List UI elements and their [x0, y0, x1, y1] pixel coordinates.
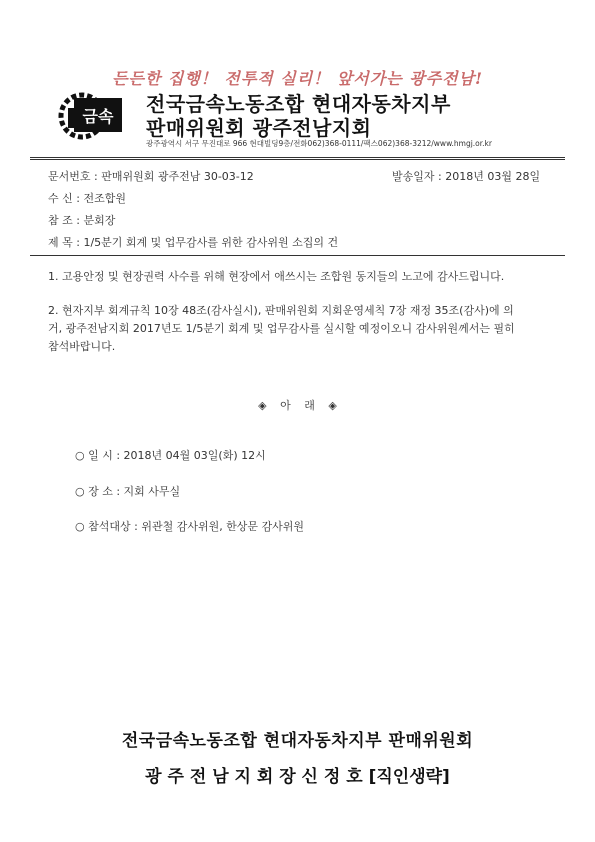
paragraph-2-line2: 거, 광주전남지회 2017년도 1/5분기 회계 및 업무감사를 실시할 예정이오니 감사위원께서는 필히	[48, 322, 515, 335]
place-label: ○ 장 소 :	[75, 485, 121, 498]
paragraph-2-line3: 참석바랍니다.	[48, 340, 116, 353]
subject-row	[48, 234, 338, 250]
attendees-label: ○ 참석대상 :	[75, 520, 138, 533]
slogan: 든든한 집행！ 전투적 실리！ 앞서가는 광주전남!	[111, 69, 484, 88]
send-date: 2018년 03월 28일	[445, 170, 541, 183]
reference-row	[48, 212, 115, 228]
date-label: ○ 일 시 :	[75, 449, 121, 462]
doc-number-label: 문서번호 :	[48, 170, 98, 183]
union-logo	[58, 86, 126, 146]
recipient-row	[48, 190, 126, 206]
subject: 1/5분기 회계 및 업무감사를 위한 감사위원 소집의 건	[83, 236, 339, 249]
send-date-label: 발송일자 :	[392, 170, 442, 183]
paragraph-2	[48, 302, 558, 356]
date-item	[75, 447, 266, 463]
signature-org: 전국금속노동조합 현대자동차지부 판매위원회	[121, 731, 474, 751]
signature-name: 광 주 전 남 지 회 장 신 정 호 [직인생략]	[145, 767, 450, 787]
reference: 분회장	[83, 214, 116, 227]
attendees-value: 위관철 감사위원, 한상문 감사위원	[141, 520, 305, 533]
doc-number-row	[48, 168, 254, 184]
header-divider	[30, 157, 565, 160]
logo-text: 금속	[82, 107, 114, 126]
doc-number: 판매위원회 광주전남 30-03-12	[101, 170, 254, 183]
meta-divider	[30, 255, 565, 256]
place-value: 지회 사무실	[123, 485, 181, 498]
paragraph-2-line1: 2. 현자지부 회계규칙 10장 48조(감사실시), 판매위원회 지회운영세칙 7장 재정 35조(감사)에 의	[48, 304, 514, 317]
org-address: 광주광역시 서구 무진대로 966 현대빌딩9층/전화062)368-0111/팩스062)368-3212/www.hmgj.or.kr	[146, 139, 492, 148]
org-name-line1: 전국금속노동조합 현대자동차지부	[146, 92, 451, 116]
send-date-row	[392, 168, 540, 184]
org-name-line2: 판매위원회 광주전남지회	[146, 116, 372, 140]
paragraph-1: 1. 고용안정 및 현장권력 사수를 위해 현장에서 애쓰시는 조합원 동지들의 노고에 감사드립니다.	[48, 270, 505, 283]
date-value: 2018년 04월 03일(화) 12시	[123, 449, 266, 462]
recipient-label: 수 신 :	[48, 192, 80, 205]
place-item	[75, 483, 180, 499]
recipient: 전조합원	[83, 192, 126, 205]
attendees-item	[75, 518, 304, 534]
below-heading: ◈ 아 래 ◈	[258, 399, 337, 412]
subject-label: 제 목 :	[48, 236, 80, 249]
reference-label: 참 조 :	[48, 214, 80, 227]
